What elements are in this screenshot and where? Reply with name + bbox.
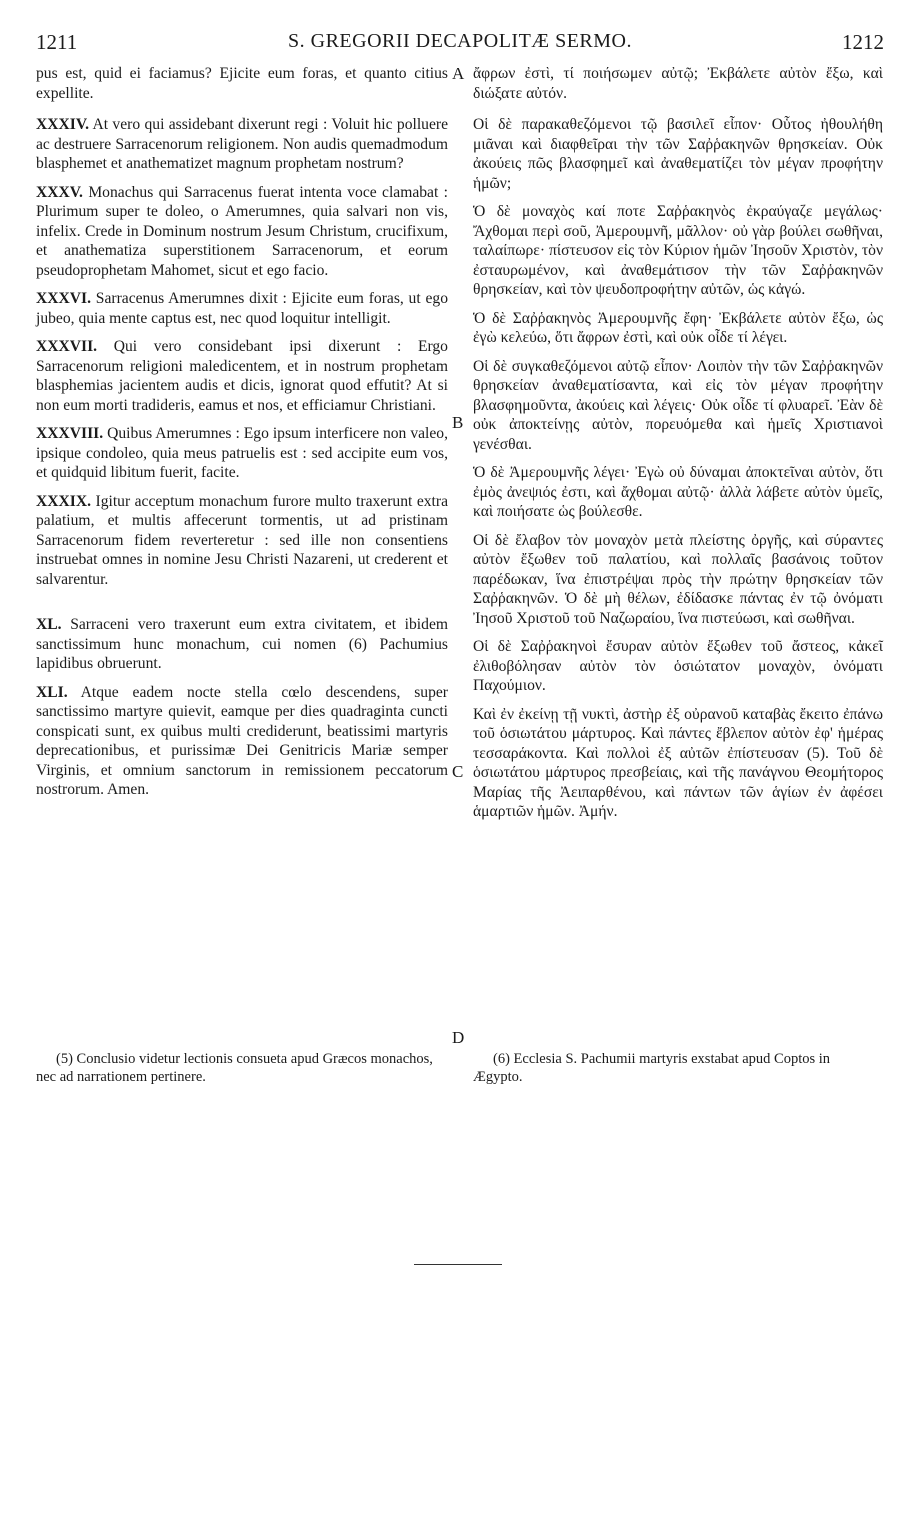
greek-paragraph: Οἱ δὲ ἔλαβον τὸν μοναχὸν μετὰ πλείστης ὀργῆς, καὶ σύραντες αὐτὸν ἔξωθεν τοῦ παλατίου, καὶ πολλαῖς βασάνοις τοῦτον παρέδωκαν, ἵνα ἐπιστρέψαι πρὸς τὴν πρώτην θρησκείαν τῶν Σαῤῥακηνῶν. Ὁ δὲ μὴ θέλων, ἐδίδασκε πάντας ἐν τῷ ὀνόματι Ἰησοῦ Χριστοῦ τοῦ Ναζωραίου, ἵνα πιστεύωσι, καὶ σωθῆναι. bbox=[473, 531, 883, 627]
section-number: XXXVI. bbox=[36, 290, 92, 307]
section-number: XXXIX. bbox=[36, 492, 92, 510]
section-number: XXXVII. bbox=[36, 338, 98, 355]
latin-paragraph: XXXIX. Igitur acceptum monachum furore multo traxerunt extra palatium, et multis affecerunt tormentis, ut ad pristinam Sarracenorum fidem reverteretur : sed ille non consentiens instruebat omnes in nomine Jesu Christi Nazareni, ut crederent et salvarentur. bbox=[36, 492, 448, 588]
latin-paragraph: XL. Sarraceni vero traxerunt eum extra civitatem, et ibidem sanctissimum hunc monachum, cui nomen (6) Pachumius lapidibus obruerunt. bbox=[36, 616, 448, 672]
page-header bbox=[36, 30, 884, 56]
latin-paragraph: XXXV. Monachus qui Sarracenus fuerat intenta voce clamabat : Plurimum super te doleo, o Amerumnes, quia salvari non vis, infelix. Crede in Dominum nostrum Jesum Christum, crucifixum, et anathematiza superstitionem Sarracenorum, et eorum pseudoprophetam Mahomet, sicut et ego facio. bbox=[36, 183, 449, 279]
latin-paragraph: XXXVII. Qui vero considebant ipsi dixerunt : Ergo Sarracenorum religioni maledicentem, et in nostrum prophetam blasphemias jacientem audis et dicis, ignorat quod effutit? At si non eum morti tradideris, eamus et nos, et efficiamur Christiani. bbox=[36, 338, 448, 414]
section-number: XXXV. bbox=[36, 183, 83, 201]
greek-paragraph: ἄφρων ἐστὶ, τί ποιήσωμεν αὐτῷ; Ἐκβάλετε αὐτὸν ἔξω, καὶ διώξατε αὐτόν. bbox=[473, 65, 883, 102]
greek-paragraph: Οἱ δὲ Σαῤῥακηνοὶ ἔσυραν αὐτὸν ἔξωθεν τοῦ ἄστεος, κἀκεῖ ἐλιθοβόλησαν αὐτὸν τὸν ὁσιώτατον μοναχὸν, ὀνόματι Παχούμιον. bbox=[473, 638, 883, 694]
section-number: XLI. bbox=[36, 683, 68, 701]
latin-paragraph: XXXIV. At vero qui assidebant dixerunt regi : Voluit hic polluere ac destruere Sarracenorum religionem. Non audis quemadmodum blasphemet et anathematizet magnum prophetam nostrum? bbox=[36, 116, 448, 172]
latin-paragraph: XLI. Atque eadem nocte stella cœlo descendens, super sanctissimo martyre quievit, eamque per dies quadraginta cuncti conspicati sunt, ex quibus multi crediderunt, beatissimi martyris deprecationibus, et purissimæ Dei Genitricis Mariæ semper Virginis, et omnium sanctorum in remissionem peccatorum nostrorum. Amen. bbox=[36, 683, 448, 798]
column-marker-b: B bbox=[452, 413, 464, 432]
right-page-number: 1212 bbox=[842, 30, 884, 54]
column-marker-d: D bbox=[452, 1028, 465, 1047]
column-marker-c: C bbox=[452, 762, 464, 781]
greek-paragraph: Ὁ δὲ μοναχὸς καί ποτε Σαῤῥακηνὸς ἐκραύγαζε μεγάλως· Ἄχθομαι περὶ σοῦ, Ἀμερουμνῆ, μᾶλλον· οὐ γὰρ βούλει σωθῆναι, ταλαίπωρε· πίστευσον εἰς τὸν Κύριον ἡμῶν Ἰησοῦν Χριστὸν, τὸν ἐσταυρωμένον, καὶ ἀναθεμάτισον τὴν τῶν Σαῤῥακηνῶν θρησκείαν, καὶ τὸν ψευδοπροφήτην αὐτῶν, ὡς κἀγώ. bbox=[473, 203, 883, 298]
latin-paragraph: pus est, quid ei faciamus? Ejicite eum foras, et quanto citius expellite. bbox=[36, 65, 448, 102]
latin-paragraph: XXXVI. Sarracenus Amerumnes dixit : Ejicite eum foras, ut ego jubeo, quia mente captus est, nec quod loquitur intelligit. bbox=[36, 290, 448, 327]
end-rule bbox=[414, 1264, 502, 1265]
greek-paragraph: Ὁ δὲ Ἀμερουμνῆς λέγει· Ἐγὼ οὐ δύναμαι ἀποκτεῖναι αὐτὸν, ὅτι ἐμὸς ἀνεψιός ἐστι, καὶ ἄχθομαι αὐτῷ· ἀλλὰ λάβετε αὐτὸν ὑμεῖς, καὶ ποιήσατε ὡς βούλεσθε. bbox=[473, 464, 883, 520]
greek-paragraph: Οἱ δὲ παρακαθεζόμενοι τῷ βασιλεῖ εἶπον· Οὗτος ἠθουλήθη μιᾶναι καὶ διαφθεῖραι τὴν τῶν Σαῤῥακηνῶν θρησκείαν. Οὐκ ἀκούεις πῶς βλασφημεῖ καὶ ἀναθεματίζει τὸν μέγαν προφήτην ἡμῶν; bbox=[473, 116, 883, 192]
latin-column bbox=[36, 64, 448, 809]
greek-paragraph: Ὁ δὲ Σαῤῥακηνὸς Ἀμερουμνῆς ἔφη· Ἐκβάλετε αὐτὸν ἔξω, ὡς ἐγὼ κελεύω, ὅτι ἄφρων ἐστὶ, καὶ οὐκ οἶδε τί λέγει. bbox=[473, 309, 883, 346]
greek-paragraph: Οἱ δὲ συγκαθεζόμενοι αὐτῷ εἶπον· Λοιπὸν τὴν τῶν Σαῤῥακηνῶν θρησκείαν ἀναθεματίσαντα, καὶ εἰς τὸν μέγαν προφήτην βλασφημοῦντα, ἀκούεις καὶ λέγεις· Οὐκ οἶδε τί φλυαρεῖ. Ἐὰν δὲ οὐκ ἀποκτείνῃς αὐτὸν, πορευόμεθα καὶ ἡμεῖς Χριστιανοὶ γενέσθαι. bbox=[473, 357, 883, 453]
section-number: XXXVIII. bbox=[36, 425, 104, 442]
latin-paragraph: XXXVIII. Quibus Amerumnes : Ego ipsum interficere non valeo, ipsique condoleo, quia meus patruelis est : sed accipite eum vos, et quidquid libitum fuerit, facite. bbox=[36, 425, 448, 481]
section-number: XL. bbox=[36, 616, 62, 633]
greek-column bbox=[473, 64, 883, 831]
section-number: XXXIV. bbox=[36, 116, 90, 133]
greek-paragraph: Καὶ ἐν ἐκείνῃ τῇ νυκτὶ, ἀστὴρ ἐξ οὐρανοῦ καταβὰς ἔκειτο ἐπάνω τοῦ ὁσιωτάτου μάρτυρος. Καὶ πάντες ἔβλεπον αὐτὸν ἐφ' ἡμέρας τεσσαράκοντα. Καὶ πολλοὶ ἐξ αὐτῶν ἐπίστευσαν (5). Τοῦ δὲ ὁσιωτάτου μάρτυρος πρεσβείαις, καὶ τῆς πανάγνου Θεομήτορος Μαρίας τῆς Ἀειπαρθένου, καὶ πάντων τῶν ἁγίων ἐν ἀφέσει ἁμαρτιῶν ἡμῶν. Ἀμήν. bbox=[473, 705, 883, 820]
left-page-number: 1211 bbox=[36, 30, 78, 54]
footnote-5: (5) Conclusio videtur lectionis consueta apud Græcos monachos, nec ad narrationem pertinere. bbox=[36, 1051, 433, 1085]
running-title: S. GREGORII DECAPOLITÆ SERMO. bbox=[288, 30, 632, 52]
footnote-6: (6) Ecclesia S. Pachumii martyris exstabat apud Coptos in Ægypto. bbox=[473, 1051, 831, 1085]
column-marker-a: A bbox=[452, 64, 465, 83]
